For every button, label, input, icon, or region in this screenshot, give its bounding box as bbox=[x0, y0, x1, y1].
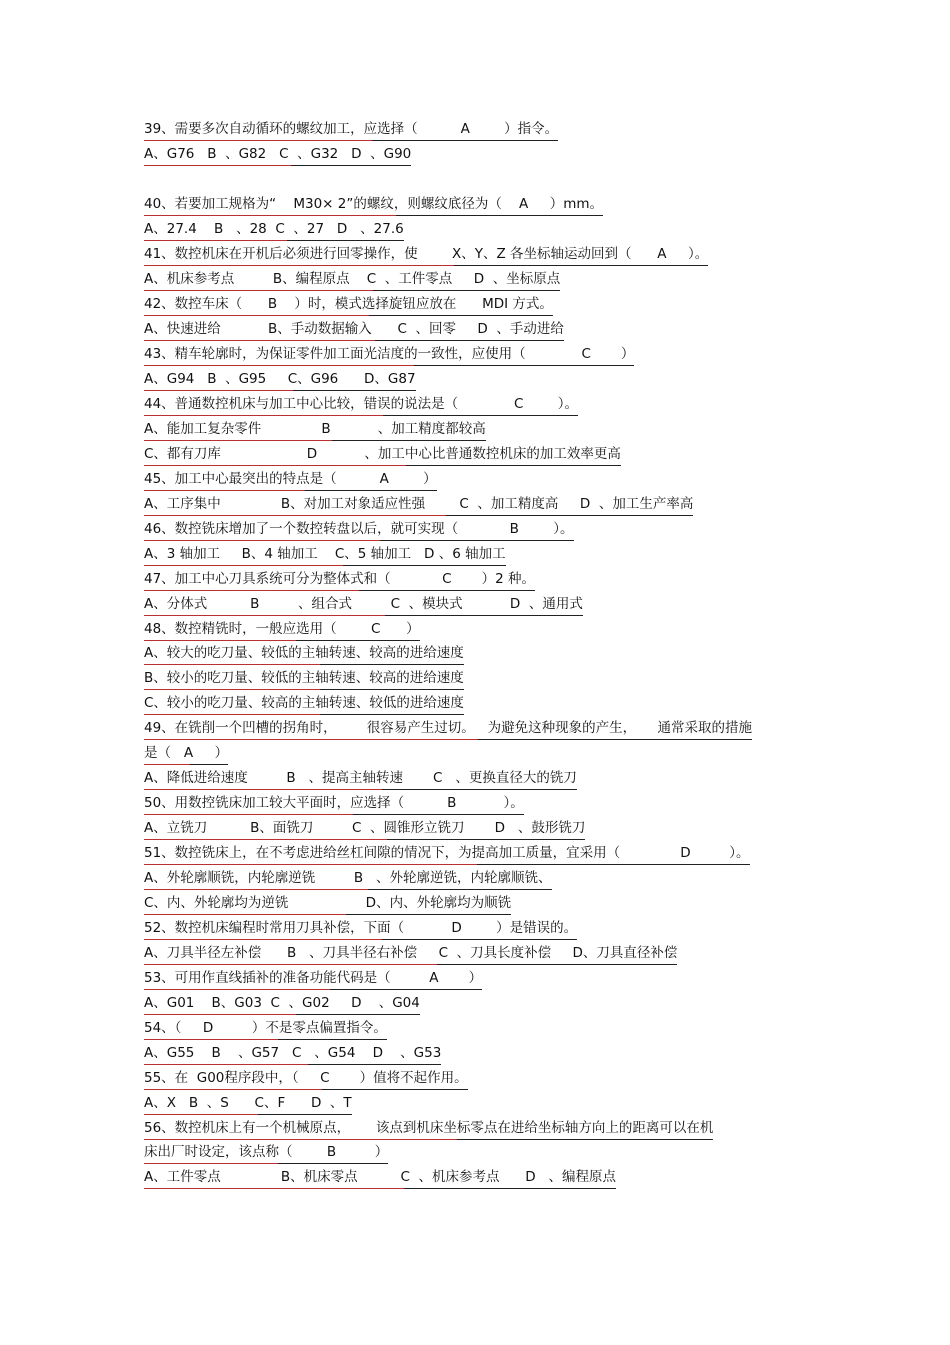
question-line: A、G76 B 、G82 C 、G32 D 、G90 bbox=[144, 145, 411, 166]
question-line: 是（ A ） bbox=[144, 744, 228, 765]
question-line: 46、数控铣床增加了一个数控转盘以后，就可实现（ B ）。 bbox=[144, 520, 574, 541]
question-line: 41、数控机床在开机后必须进行回零操作，使 X、Y、Z 各坐标轴运动回到（ A ）。 bbox=[144, 245, 708, 266]
question-line: 49、在铣削一个凹槽的拐角时， 很容易产生过切。 为避免这种现象的产生， 通常采取的措施 bbox=[144, 719, 752, 740]
question-line: A、工件零点 B、机床零点 C 、机床参考点 D 、编程原点 bbox=[144, 1168, 616, 1189]
question-line: 42、数控车床（ B ）时，模式选择旋钮应放在 MDI 方式。 bbox=[144, 295, 553, 316]
question-line: 54、（ D ）不是零点偏置指令。 bbox=[144, 1019, 387, 1040]
question-line: A、降低进给速度 B 、提高主轴转速 C 、更换直径大的铣刀 bbox=[144, 769, 577, 790]
question-line: 45、加工中心最突出的特点是（ A ） bbox=[144, 470, 437, 491]
question-line: 51、数控铣床上，在不考虑进给丝杠间隙的情况下，为提高加工质量，宜采用（ D ）。 bbox=[144, 844, 750, 865]
question-line: 52、数控机床编程时常用刀具补偿，下面（ D ）是错误的。 bbox=[144, 919, 577, 940]
question-line: A、机床参考点 B、编程原点 C 、工件零点 D 、坐标原点 bbox=[144, 270, 560, 291]
question-line: 50、用数控铣床加工较大平面时，应选择（ B ）。 bbox=[144, 794, 524, 815]
question-line: A、G94 B 、G95 C、G96 D、G87 bbox=[144, 370, 416, 391]
question-line: A、3 轴加工 B、4 轴加工 C、5 轴加工 D 、6 轴加工 bbox=[144, 545, 506, 566]
question-line: C、较小的吃刀量、较高的主轴转速、较低的进给速度 bbox=[144, 694, 464, 715]
question-line: A、立铣刀 B、面铣刀 C 、圆锥形立铣刀 D 、鼓形铣刀 bbox=[144, 819, 585, 840]
question-line: A、X B 、S C、F D 、T bbox=[144, 1094, 352, 1115]
question-line: 56、数控机床上有一个机械原点， 该点到机床坐标零点在进给坐标轴方向上的距离可以在机 bbox=[144, 1119, 713, 1140]
question-line: A、分体式 B 、组合式 C 、模块式 D 、通用式 bbox=[144, 595, 583, 616]
question-line: 43、精车轮廓时，为保证零件加工面光洁度的一致性，应使用（ C ） bbox=[144, 345, 634, 366]
question-line: A、刀具半径左补偿 B 、刀具半径右补偿 C 、刀具长度补偿 D、刀具直径补偿 bbox=[144, 944, 677, 965]
question-line: A、27.4 B 、28 C 、27 D 、27.6 bbox=[144, 220, 404, 241]
question-line: 47、加工中心刀具系统可分为整体式和（ C ）2 种。 bbox=[144, 570, 535, 591]
question-line: 53、可用作直线插补的准备功能代码是（ A ） bbox=[144, 969, 482, 990]
question-line: 55、在 G00程序段中，（ C ）值将不起作用。 bbox=[144, 1069, 468, 1090]
question-line: 床出厂时设定，该点称（ B ） bbox=[144, 1143, 388, 1164]
question-line: 39、需要多次自动循环的螺纹加工，应选择（ A ）指令。 bbox=[144, 120, 558, 141]
question-line: A、较大的吃刀量、较低的主轴转速、较高的进给速度 bbox=[144, 644, 464, 665]
question-line: C、内、外轮廓均为逆铣 D、内、外轮廓均为顺铣 bbox=[144, 894, 511, 915]
question-line: 48、数控精铣时，一般应选用（ C ） bbox=[144, 620, 420, 641]
question-line: A、工序集中 B、对加工对象适应性强 C 、加工精度高 D 、加工生产率高 bbox=[144, 495, 693, 516]
question-line: A、能加工复杂零件 B 、加工精度都较高 bbox=[144, 420, 486, 441]
question-line: A、G01 B、G03 C 、G02 D 、G04 bbox=[144, 994, 420, 1015]
question-line: 44、普通数控机床与加工中心比较，错误的说法是（ C ）。 bbox=[144, 395, 578, 416]
question-line: B、较小的吃刀量、较低的主轴转速、较高的进给速度 bbox=[144, 669, 464, 690]
question-line: A、外轮廓顺铣，内轮廓逆铣 B 、外轮廓逆铣，内轮廓顺铣、 bbox=[144, 869, 552, 890]
question-line: 40、若要加工规格为“ M30× 2”的螺纹，则螺纹底径为（ A ）mm。 bbox=[144, 195, 603, 216]
question-line: A、G55 B 、G57 C 、G54 D 、G53 bbox=[144, 1044, 441, 1065]
question-line: A、快速进给 B、手动数据输入 C 、回零 D 、手动进给 bbox=[144, 320, 564, 341]
question-line: C、都有刀库 D 、加工中心比普通数控机床的加工效率更高 bbox=[144, 445, 621, 466]
